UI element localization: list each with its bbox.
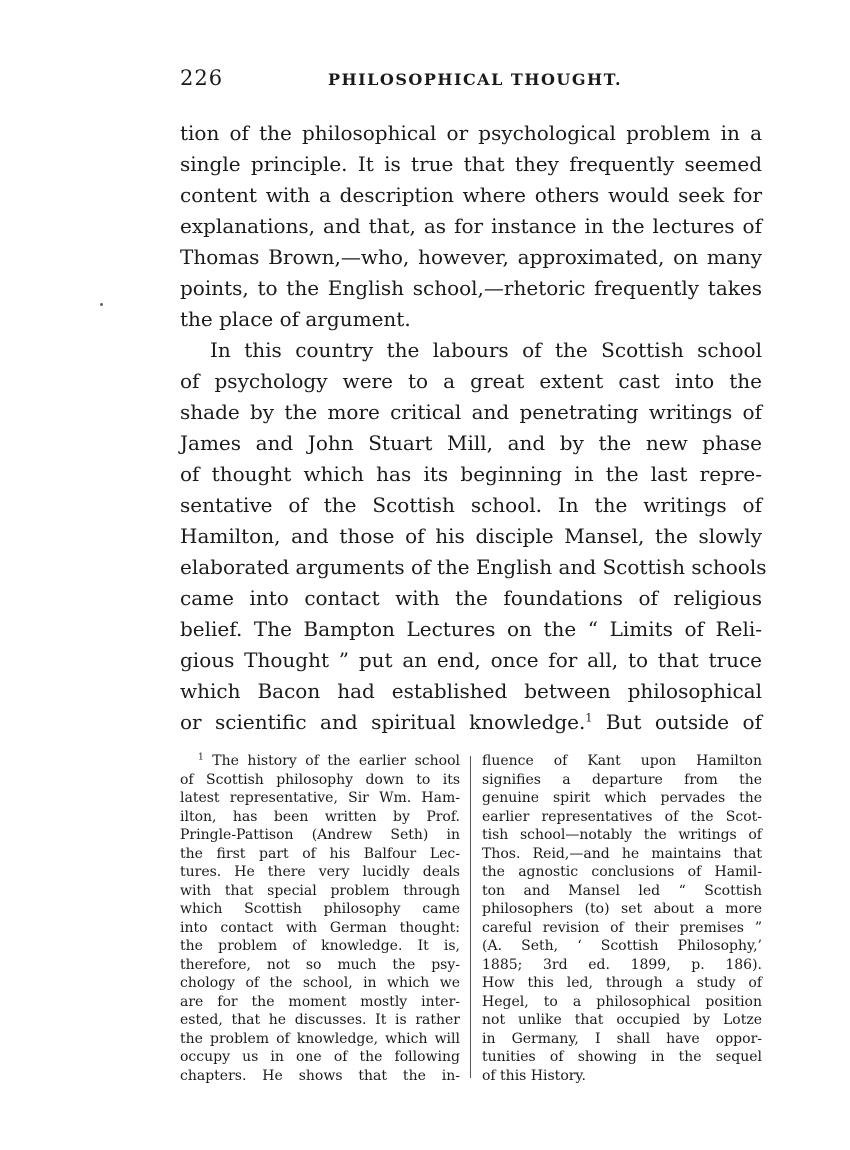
text-line: came into contact with the foundations of religious <box>180 586 762 610</box>
footnote-line: the agnostic conclusions of Hamil- <box>482 864 762 880</box>
footnote-column-left <box>180 752 460 1085</box>
footnote-line: earlier representatives of the Scot- <box>482 808 762 825</box>
text-line: points, to the English school,—rhetoric frequently takes <box>180 276 762 300</box>
footnote-column-right <box>482 752 762 1085</box>
footnotes <box>180 752 762 1082</box>
footnote-line: of this History. <box>482 1067 586 1084</box>
footnote-line: which Scottish philosophy came <box>180 901 460 917</box>
page-number: 226 <box>180 66 224 90</box>
text-line: In this country the labours of the Scottish school <box>210 338 762 362</box>
text-line: belief. The Bampton Lectures on the “ Limits of Reli- <box>180 617 762 641</box>
text-line: James and John Stuart Mill, and by the new phase <box>180 431 762 455</box>
text-line: shade by the more critical and penetrating writings of <box>180 400 762 424</box>
text-line: which Bacon had established between philosophical <box>180 679 762 703</box>
text-line: content with a description where others would seek for <box>180 183 762 207</box>
footnote-line: signifies a departure from the <box>482 771 762 788</box>
text-line: sentative of the Scottish school. In the writings of <box>180 493 762 517</box>
text-line-with-footnote-mark <box>180 707 762 738</box>
text-segment: or scientific and spiritual knowledge. <box>180 710 586 734</box>
footnote-line: tures. He there very lucidly deals <box>180 864 460 880</box>
footnote-line: chapters. He shows that the in- <box>180 1067 460 1084</box>
main-text <box>180 118 767 738</box>
footnote-line: Hegel, to a philosophical position <box>482 993 762 1010</box>
text-segment: But outside of <box>592 710 763 734</box>
footnote-line: (A. Seth, ‘ Scottish Philosophy,’ <box>482 938 762 954</box>
footnote-line: occupy us in one of the following <box>180 1049 460 1065</box>
footnote-line: in Germany, I shall have oppor- <box>482 1030 762 1047</box>
footnote-line: are for the moment mostly inter- <box>180 993 460 1010</box>
text-line: single principle. It is true that they frequently seemed <box>180 152 762 176</box>
footnote-line: How this led, through a study of <box>482 975 762 991</box>
footnote-reference: 1 <box>585 711 593 725</box>
footnote-line: latest representative, Sir Wm. Ham- <box>180 790 460 806</box>
footnote-line: the problem of knowledge. It is, <box>180 938 460 954</box>
text-line: of thought which has its beginning in the last repre- <box>180 462 762 486</box>
footnote-line: tunities of showing in the sequel <box>482 1049 762 1065</box>
footnote-marker: 1 <box>198 752 204 763</box>
footnote-line: careful revision of their premises ” <box>482 919 762 936</box>
footnote-text: The history of the earlier school <box>212 753 461 769</box>
footnote-line: into contact with German thought: <box>180 919 460 936</box>
footnote-line: ested, that he discusses. It is rather <box>180 1012 460 1028</box>
footnote-line: ilton, has been written by Prof. <box>180 808 460 825</box>
footnote-line: chology of the school, in which we <box>180 975 460 991</box>
footnote-line: tish school—notably the writings of <box>482 827 762 843</box>
footnote-line: with that special problem through <box>180 882 460 899</box>
footnote-line: not unlike that occupied by Lotze <box>482 1012 762 1028</box>
footnote-line <box>180 752 460 771</box>
margin-speck <box>100 303 103 306</box>
text-line: gious Thought ” put an end, once for all, to that truce <box>180 648 762 672</box>
footnote-line: the problem of knowledge, which will <box>180 1030 460 1047</box>
footnote-line: of Scottish philosophy down to its <box>180 771 460 788</box>
footnote-line: ton and Mansel led “ Scottish <box>482 882 762 899</box>
running-title: PHILOSOPHICAL THOUGHT. <box>328 70 623 89</box>
text-line: of psychology were to a great extent cast into the <box>180 369 762 393</box>
footnote-line: 1885; 3rd ed. 1899, p. 186). <box>482 956 762 973</box>
footnote-line: philosophers (to) set about a more <box>482 901 762 917</box>
footnote-line: fluence of Kant upon Hamilton <box>482 753 762 769</box>
footnote-line: the first part of his Balfour Lec- <box>180 845 460 862</box>
text-line: Hamilton, and those of his disciple Mansel, the slowly <box>180 524 762 548</box>
text-line: elaborated arguments of the English and Scottish schools <box>180 555 767 579</box>
page-header <box>180 66 762 96</box>
column-divider <box>470 756 471 1078</box>
footnote-line: Pringle-Pattison (Andrew Seth) in <box>180 827 460 843</box>
footnote-line: therefore, not so much the psy- <box>180 956 460 973</box>
text-line: explanations, and that, as for instance in the lectures of <box>180 214 762 238</box>
text-line: the place of argument. <box>180 307 411 331</box>
footnote-line: genuine spirit which pervades the <box>482 790 762 806</box>
text-line: tion of the philosophical or psychological problem in a <box>180 121 762 145</box>
text-line: Thomas Brown,—who, however, approximated, on many <box>180 245 762 269</box>
footnote-line: Thos. Reid,—and he maintains that <box>482 845 762 862</box>
